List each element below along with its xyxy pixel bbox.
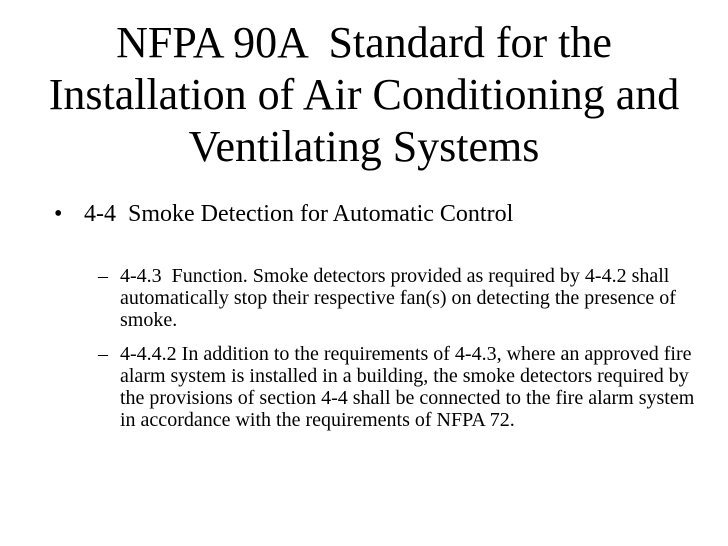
sub-bullet-mark: –	[98, 343, 108, 365]
sub-bullet-text: 4-4.4.2 In addition to the requirements of 4-4.3, where an approved fire alarm system is installed in a building, the smoke detectors required by the provisions of section 4-4 shall be connected to the fire alarm system in accordance with the requirements of NFPA 72.	[120, 343, 700, 431]
bullet-mark: •	[54, 201, 63, 227]
sub-bullet-mark: –	[98, 265, 108, 287]
main-bullet-text: 4-4 Smoke Detection for Automatic Control	[84, 201, 514, 227]
sub-bullet-text: 4-4.3 Function. Smoke detectors provided as required by 4-4.2 shall automatically stop their respective fan(s) on detecting the presence of smoke.	[120, 265, 681, 331]
slide-title: NFPA 90A Standard for the Installation of Air Conditioning and Ventilating Systems	[48, 18, 690, 171]
